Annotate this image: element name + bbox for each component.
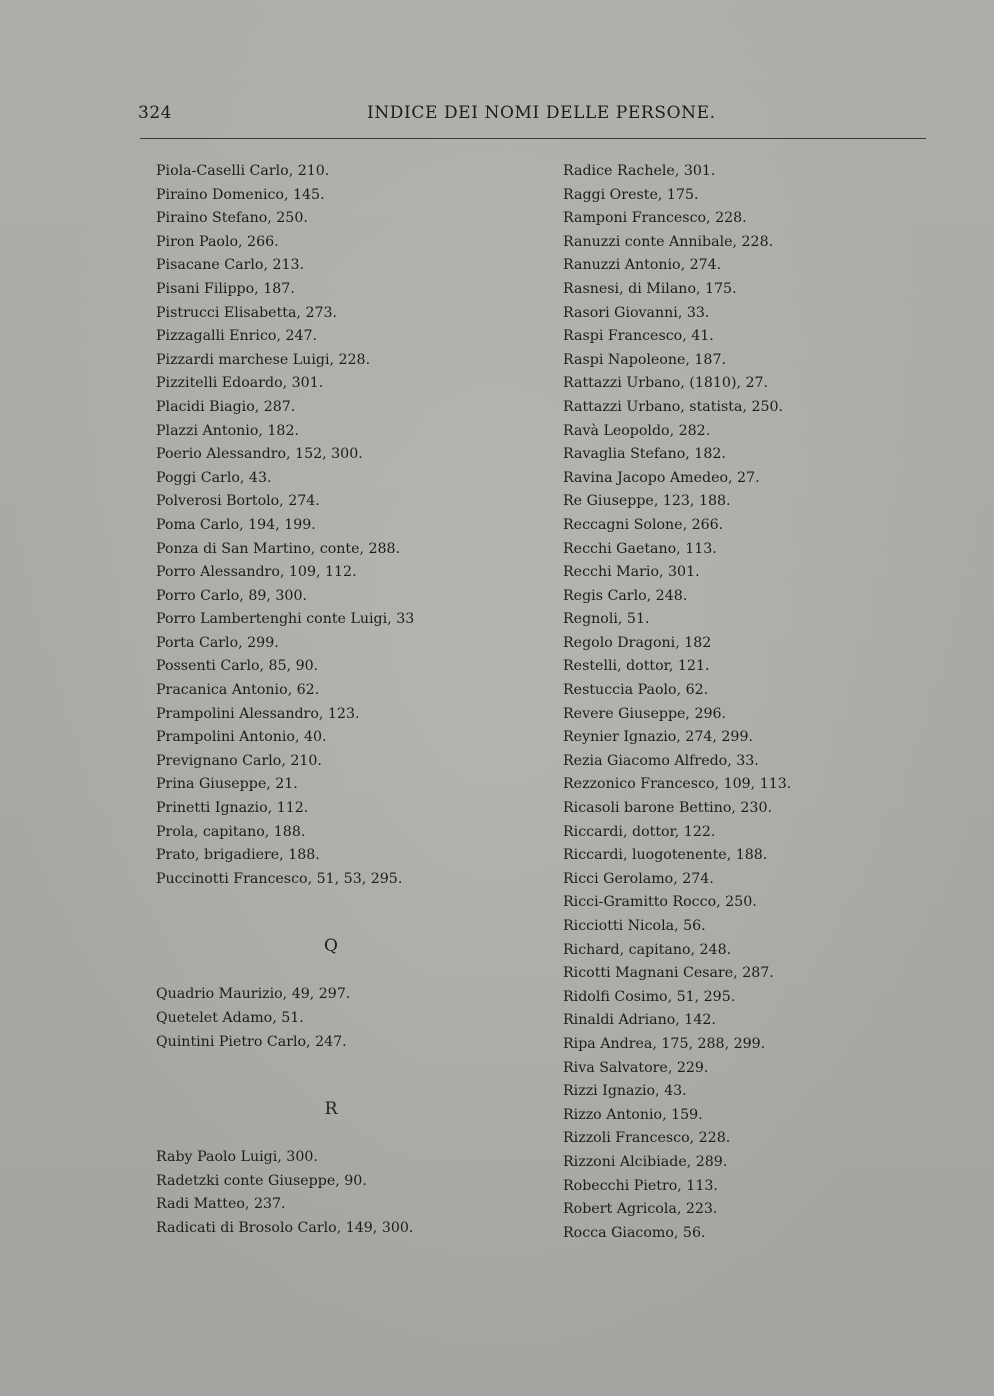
index-entry: Prina Giuseppe, 21.: [156, 776, 298, 793]
index-entry: Regolo Dragoni, 182: [563, 634, 712, 651]
index-entry: Puccinotti Francesco, 51, 53, 295.: [156, 870, 403, 887]
index-entry: Ridolfi Cosimo, 51, 295.: [563, 988, 736, 1005]
index-entry: Riva Salvatore, 229.: [563, 1059, 709, 1076]
index-entry: Robert Agricola, 223.: [563, 1201, 718, 1218]
index-entry: Pistrucci Elisabetta, 273.: [156, 304, 338, 321]
index-entry: Quintini Pietro Carlo, 247.: [156, 1033, 347, 1050]
index-entry: Prampolini Alessandro, 123.: [156, 705, 360, 722]
index-entry: Pisacane Carlo, 213.: [156, 257, 305, 274]
index-entry: Riccardi, dottor, 122.: [563, 823, 716, 840]
index-entry: Prato, brigadiere, 188.: [156, 847, 320, 864]
index-entry: Rizzo Antonio, 159.: [563, 1106, 703, 1123]
index-entry: Restelli, dottor, 121.: [563, 658, 710, 675]
index-entry: Polverosi Bortolo, 274.: [156, 493, 320, 510]
index-entry: Reccagni Solone, 266.: [563, 516, 724, 533]
index-entry: Radice Rachele, 301.: [563, 163, 716, 179]
index-entry: Placidi Biagio, 287.: [156, 398, 296, 415]
index-entry: Porro Lambertenghi conte Luigi, 33: [156, 611, 415, 628]
index-entry: Quadrio Maurizio, 49, 297.: [156, 986, 351, 1003]
page-header: [138, 103, 926, 129]
index-entry: Poma Carlo, 194, 199.: [156, 516, 316, 533]
header-rule: [140, 138, 926, 139]
index-entry: Pracanica Antonio, 62.: [156, 682, 320, 699]
index-entry: Robecchi Pietro, 113.: [563, 1177, 718, 1194]
q-entries: [156, 983, 536, 1054]
running-title: INDICE DEI NOMI DELLE PERSONE.: [367, 103, 716, 123]
index-entry: Recchi Gaetano, 113.: [563, 540, 717, 557]
index-entry: Ramponi Francesco, 228.: [563, 210, 747, 227]
index-entry: Prinetti Ignazio, 112.: [156, 800, 309, 817]
index-entry: Rezzonico Francesco, 109, 113.: [563, 776, 792, 793]
index-entry: Rizzi Ignazio, 43.: [563, 1083, 687, 1100]
p-entries: [156, 160, 536, 891]
index-entry: Rattazzi Urbano, statista, 250.: [563, 398, 784, 415]
index-entry: Regnoli, 51.: [563, 611, 650, 628]
index-entry: Possenti Carlo, 85, 90.: [156, 658, 319, 675]
index-entry: Poggi Carlo, 43.: [156, 469, 272, 486]
index-entry: Piraino Stefano, 250.: [156, 210, 308, 227]
index-entry: Rasnesi, di Milano, 175.: [563, 280, 737, 297]
index-entry: Prola, capitano, 188.: [156, 823, 306, 840]
index-entry: Porta Carlo, 299.: [156, 634, 279, 651]
index-entry: Rinaldi Adriano, 142.: [563, 1012, 716, 1029]
index-entry: Poerio Alessandro, 152, 300.: [156, 446, 363, 463]
index-entry: Ricasoli barone Bettino, 230.: [563, 800, 772, 817]
r-entries-continued: [563, 160, 943, 1245]
index-entry: Porro Carlo, 89, 300.: [156, 587, 307, 604]
index-entry: Porro Alessandro, 109, 112.: [156, 564, 357, 581]
index-entry: Rizzoni Alcibiade, 289.: [563, 1153, 728, 1170]
index-entry: Piron Paolo, 266.: [156, 233, 279, 250]
index-entry: Ranuzzi Antonio, 274.: [563, 257, 722, 274]
index-entry: Re Giuseppe, 123, 188.: [563, 493, 731, 510]
index-entry: Richard, capitano, 248.: [563, 941, 732, 958]
index-entry: Radicati di Brosolo Carlo, 149, 300.: [156, 1219, 414, 1236]
index-entry: Quetelet Adamo, 51.: [156, 1010, 304, 1026]
index-entry: Ripa Andrea, 175, 288, 299.: [563, 1035, 766, 1052]
left-column: [156, 160, 536, 1241]
index-entry: Raggi Oreste, 175.: [563, 186, 699, 203]
index-entry: Raby Paolo Luigi, 300.: [156, 1149, 318, 1166]
index-entry: Rattazzi Urbano, (1810), 27.: [563, 375, 769, 392]
index-entry: Piraino Domenico, 145.: [156, 186, 325, 203]
index-entry: Ricciotti Nicola, 56.: [563, 918, 706, 934]
index-entry: Radetzki conte Giuseppe, 90.: [156, 1172, 367, 1189]
index-entry: Ricci-Gramitto Rocco, 250.: [563, 894, 757, 911]
index-entry: Riccardi, luogotenente, 188.: [563, 847, 768, 864]
index-entry: Rizzoli Francesco, 228.: [563, 1130, 731, 1147]
index-entry: Ranuzzi conte Annibale, 228.: [563, 233, 774, 250]
index-entry: Revere Giuseppe, 296.: [563, 705, 727, 722]
index-entry: Piola-Caselli Carlo, 210.: [156, 163, 330, 179]
r-entries: [156, 1146, 536, 1240]
index-entry: Raspi Napoleone, 187.: [563, 351, 726, 368]
index-entry: Ravà Leopoldo, 282.: [563, 422, 711, 439]
index-entry: Raspi Francesco, 41.: [563, 328, 714, 345]
index-entry: Pizzardi marchese Luigi, 228.: [156, 351, 371, 368]
index-entry: Ponza di San Martino, conte, 288.: [156, 540, 401, 557]
index-entry: Radi Matteo, 237.: [156, 1196, 286, 1213]
index-entry: Restuccia Paolo, 62.: [563, 682, 709, 699]
index-entry: Recchi Mario, 301.: [563, 564, 700, 581]
index-entry: Prevignano Carlo, 210.: [156, 752, 322, 769]
index-entry: Rocca Giacomo, 56.: [563, 1224, 706, 1241]
index-entry: Rasori Giovanni, 33.: [563, 304, 710, 321]
index-entry: Prampolini Antonio, 40.: [156, 729, 327, 746]
section-letter-r: R: [324, 1099, 338, 1120]
index-entry: Ravina Jacopo Amedeo, 27.: [563, 469, 760, 486]
index-entry: Ravaglia Stefano, 182.: [563, 446, 726, 463]
index-entry: Reynier Ignazio, 274, 299.: [563, 729, 754, 746]
index-entry: Rezia Giacomo Alfredo, 33.: [563, 752, 759, 769]
section-letter-q: Q: [324, 936, 338, 957]
index-entry: Plazzi Antonio, 182.: [156, 422, 299, 439]
page-number: 324: [138, 103, 172, 123]
index-entry: Pisani Filippo, 187.: [156, 280, 295, 297]
right-column: [563, 160, 943, 1245]
index-entry: Ricci Gerolamo, 274.: [563, 870, 714, 887]
index-entry: Regis Carlo, 248.: [563, 587, 688, 604]
index-entry: Pizzitelli Edoardo, 301.: [156, 375, 324, 392]
index-entry: Pizzagalli Enrico, 247.: [156, 328, 318, 345]
index-entry: Ricotti Magnani Cesare, 287.: [563, 965, 774, 982]
